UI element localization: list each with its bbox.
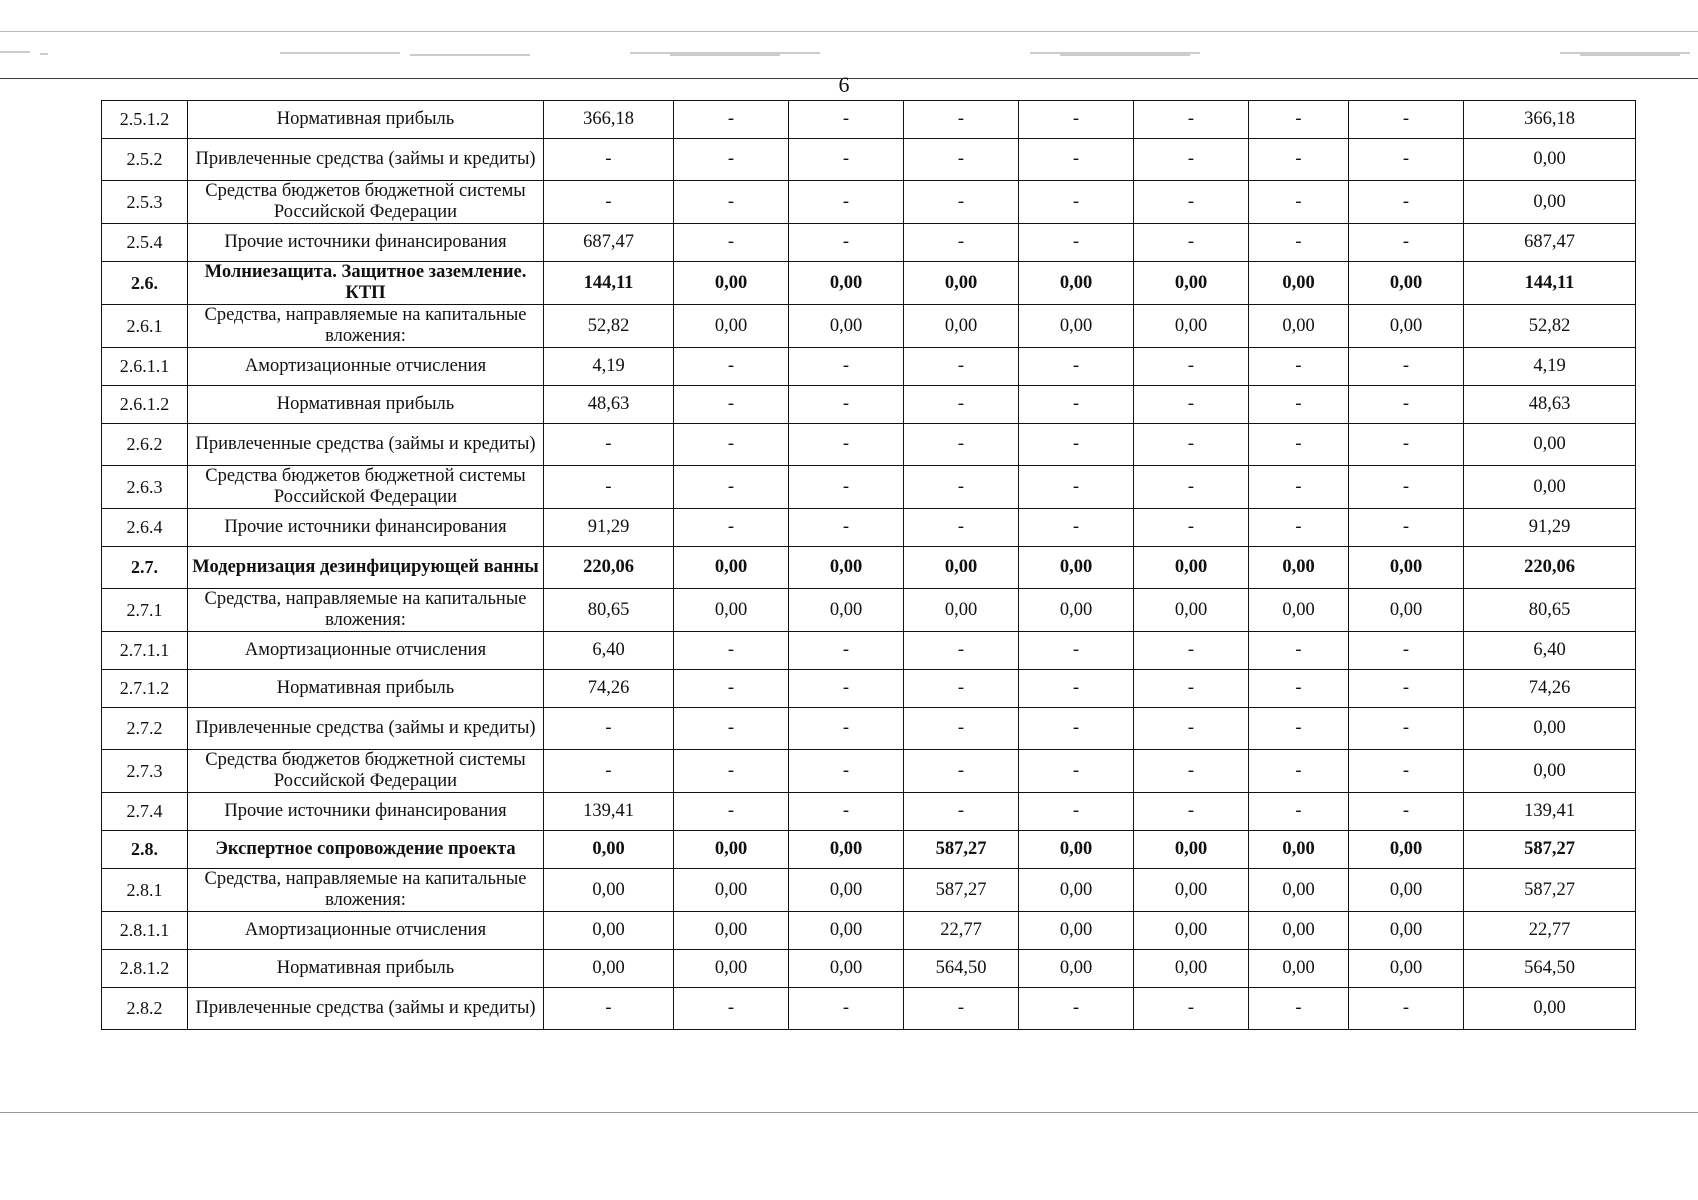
table-section-row: [102, 262, 1636, 305]
row-value-cell: -: [674, 139, 789, 181]
row-code: 2.6.1: [102, 305, 188, 348]
row-value-cell: -: [674, 224, 789, 262]
row-value-cell: 0,00: [1134, 869, 1249, 912]
row-value-cell: -: [1249, 708, 1349, 750]
row-value-cell: -: [1134, 348, 1249, 386]
row-value-cell: 0,00: [789, 262, 904, 305]
row-value-cell: -: [1134, 181, 1249, 224]
row-value-cell: -: [1019, 708, 1134, 750]
row-name: Нормативная прибыль: [188, 670, 544, 708]
table-row: [102, 589, 1636, 632]
table-row: [102, 181, 1636, 224]
row-name: Экспертное сопровождение проекта: [188, 831, 544, 869]
table-row: [102, 348, 1636, 386]
row-code: 2.7.2: [102, 708, 188, 750]
row-value-cell: 139,41: [544, 793, 674, 831]
row-value-cell: 144,11: [544, 262, 674, 305]
row-value-cell: 0,00: [1134, 547, 1249, 589]
row-value-cell: -: [1249, 101, 1349, 139]
row-value-cell: -: [1349, 101, 1464, 139]
row-value-cell: -: [674, 424, 789, 466]
row-value-cell: -: [904, 670, 1019, 708]
row-value-cell: 0,00: [789, 912, 904, 950]
row-value-cell: 0,00: [1019, 547, 1134, 589]
row-value-cell: 0,00: [904, 305, 1019, 348]
row-value-cell: -: [789, 101, 904, 139]
table-row: [102, 386, 1636, 424]
row-code: 2.6.1.2: [102, 386, 188, 424]
row-total-cell: 0,00: [1464, 750, 1636, 793]
row-value-cell: 0,00: [789, 831, 904, 869]
row-value-cell: -: [1349, 139, 1464, 181]
row-value-cell: 0,00: [904, 589, 1019, 632]
row-value-cell: 6,40: [544, 632, 674, 670]
row-code: 2.5.3: [102, 181, 188, 224]
row-code: 2.6.: [102, 262, 188, 305]
row-value-cell: -: [904, 466, 1019, 509]
row-value-cell: -: [1349, 466, 1464, 509]
row-value-cell: 0,00: [1019, 912, 1134, 950]
row-value-cell: 564,50: [904, 950, 1019, 988]
row-value-cell: -: [904, 101, 1019, 139]
row-value-cell: 0,00: [789, 305, 904, 348]
row-value-cell: -: [1134, 988, 1249, 1030]
row-value-cell: -: [674, 386, 789, 424]
row-value-cell: 687,47: [544, 224, 674, 262]
row-name: Привлеченные средства (займы и кредиты): [188, 988, 544, 1030]
row-value-cell: -: [674, 670, 789, 708]
row-name: Амортизационные отчисления: [188, 348, 544, 386]
row-value-cell: -: [544, 466, 674, 509]
row-value-cell: 0,00: [1349, 547, 1464, 589]
row-value-cell: -: [1349, 988, 1464, 1030]
row-value-cell: -: [789, 708, 904, 750]
row-total-cell: 52,82: [1464, 305, 1636, 348]
row-value-cell: 0,00: [1349, 262, 1464, 305]
row-value-cell: -: [674, 101, 789, 139]
row-value-cell: 0,00: [544, 869, 674, 912]
row-value-cell: -: [789, 348, 904, 386]
row-value-cell: 0,00: [1249, 305, 1349, 348]
scan-rule-top: [0, 31, 1698, 32]
row-value-cell: 0,00: [674, 912, 789, 950]
row-total-cell: 4,19: [1464, 348, 1636, 386]
row-code: 2.5.2: [102, 139, 188, 181]
row-value-cell: -: [674, 632, 789, 670]
row-value-cell: -: [1249, 224, 1349, 262]
row-value-cell: -: [904, 750, 1019, 793]
row-name: Средства, направляемые на капитальные вложения:: [188, 305, 544, 348]
row-value-cell: -: [1134, 750, 1249, 793]
row-value-cell: 0,00: [1249, 950, 1349, 988]
row-value-cell: -: [789, 224, 904, 262]
row-value-cell: -: [1349, 348, 1464, 386]
row-value-cell: 0,00: [1349, 950, 1464, 988]
row-value-cell: 0,00: [1249, 262, 1349, 305]
row-value-cell: -: [789, 509, 904, 547]
row-value-cell: -: [904, 509, 1019, 547]
row-value-cell: -: [544, 181, 674, 224]
row-value-cell: 0,00: [1134, 831, 1249, 869]
row-value-cell: 0,00: [674, 869, 789, 912]
row-value-cell: -: [904, 139, 1019, 181]
table-row: [102, 708, 1636, 750]
table-section-row: [102, 547, 1636, 589]
row-value-cell: -: [789, 750, 904, 793]
row-name: Прочие источники финансирования: [188, 224, 544, 262]
row-value-cell: -: [544, 988, 674, 1030]
row-value-cell: -: [674, 793, 789, 831]
row-value-cell: 0,00: [1349, 305, 1464, 348]
row-name: Нормативная прибыль: [188, 101, 544, 139]
row-code: 2.6.1.1: [102, 348, 188, 386]
row-value-cell: -: [1349, 793, 1464, 831]
row-total-cell: 144,11: [1464, 262, 1636, 305]
row-value-cell: 0,00: [1134, 305, 1249, 348]
row-value-cell: -: [1019, 424, 1134, 466]
row-value-cell: -: [1019, 466, 1134, 509]
row-value-cell: -: [544, 708, 674, 750]
row-total-cell: 139,41: [1464, 793, 1636, 831]
row-code: 2.6.3: [102, 466, 188, 509]
row-value-cell: 52,82: [544, 305, 674, 348]
row-value-cell: -: [674, 181, 789, 224]
table-body: [102, 101, 1636, 1030]
row-value-cell: -: [1249, 181, 1349, 224]
row-name: Привлеченные средства (займы и кредиты): [188, 424, 544, 466]
row-total-cell: 0,00: [1464, 139, 1636, 181]
row-value-cell: 0,00: [1249, 547, 1349, 589]
table-row: [102, 101, 1636, 139]
row-value-cell: 0,00: [1349, 912, 1464, 950]
row-value-cell: -: [904, 632, 1019, 670]
row-value-cell: -: [904, 386, 1019, 424]
row-value-cell: -: [1019, 386, 1134, 424]
row-value-cell: 0,00: [674, 950, 789, 988]
row-total-cell: 587,27: [1464, 869, 1636, 912]
row-value-cell: -: [904, 988, 1019, 1030]
row-total-cell: 366,18: [1464, 101, 1636, 139]
row-value-cell: -: [1349, 224, 1464, 262]
row-value-cell: 0,00: [789, 869, 904, 912]
row-code: 2.8.1.1: [102, 912, 188, 950]
row-value-cell: -: [789, 793, 904, 831]
row-value-cell: -: [904, 348, 1019, 386]
row-code: 2.8.: [102, 831, 188, 869]
row-value-cell: 0,00: [1019, 305, 1134, 348]
row-value-cell: 74,26: [544, 670, 674, 708]
row-value-cell: 4,19: [544, 348, 674, 386]
row-value-cell: -: [1349, 509, 1464, 547]
row-value-cell: -: [904, 793, 1019, 831]
row-value-cell: 0,00: [789, 950, 904, 988]
row-value-cell: -: [789, 988, 904, 1030]
row-name: Средства бюджетов бюджетной системы Российской Федерации: [188, 466, 544, 509]
row-value-cell: -: [544, 750, 674, 793]
row-value-cell: -: [1249, 466, 1349, 509]
row-value-cell: -: [1134, 509, 1249, 547]
row-value-cell: -: [789, 632, 904, 670]
row-name: Привлеченные средства (займы и кредиты): [188, 708, 544, 750]
row-total-cell: 0,00: [1464, 466, 1636, 509]
row-value-cell: -: [1019, 750, 1134, 793]
row-value-cell: -: [1019, 224, 1134, 262]
row-total-cell: 0,00: [1464, 988, 1636, 1030]
row-code: 2.8.1.2: [102, 950, 188, 988]
row-value-cell: -: [1249, 424, 1349, 466]
row-value-cell: -: [1019, 988, 1134, 1030]
row-value-cell: 0,00: [1349, 589, 1464, 632]
row-value-cell: -: [904, 181, 1019, 224]
row-value-cell: 0,00: [1019, 950, 1134, 988]
row-code: 2.7.1.2: [102, 670, 188, 708]
row-value-cell: 0,00: [789, 547, 904, 589]
row-value-cell: 0,00: [1249, 869, 1349, 912]
row-value-cell: -: [1019, 509, 1134, 547]
table-row: [102, 509, 1636, 547]
row-code: 2.5.1.2: [102, 101, 188, 139]
faded-header-fragments: [0, 50, 1698, 56]
row-value-cell: 0,00: [674, 305, 789, 348]
row-value-cell: 0,00: [1249, 589, 1349, 632]
row-total-cell: 80,65: [1464, 589, 1636, 632]
row-value-cell: 0,00: [1134, 262, 1249, 305]
row-total-cell: 0,00: [1464, 181, 1636, 224]
row-value-cell: 0,00: [544, 831, 674, 869]
row-code: 2.6.4: [102, 509, 188, 547]
row-code: 2.7.1: [102, 589, 188, 632]
row-value-cell: -: [1249, 348, 1349, 386]
row-value-cell: -: [1019, 181, 1134, 224]
row-code: 2.8.1: [102, 869, 188, 912]
row-value-cell: -: [1249, 670, 1349, 708]
row-value-cell: -: [674, 466, 789, 509]
row-value-cell: -: [1249, 509, 1349, 547]
row-name: Молниезащита. Защитное заземление. КТП: [188, 262, 544, 305]
row-name: Прочие источники финансирования: [188, 793, 544, 831]
row-value-cell: -: [1019, 348, 1134, 386]
row-value-cell: -: [904, 424, 1019, 466]
row-value-cell: 91,29: [544, 509, 674, 547]
table-row: [102, 424, 1636, 466]
table-row: [102, 793, 1636, 831]
row-value-cell: -: [674, 348, 789, 386]
row-value-cell: 0,00: [544, 912, 674, 950]
row-value-cell: 0,00: [674, 262, 789, 305]
row-value-cell: -: [1134, 101, 1249, 139]
row-name: Прочие источники финансирования: [188, 509, 544, 547]
scan-rule-bottom: [0, 1112, 1698, 1113]
row-value-cell: -: [789, 466, 904, 509]
row-value-cell: -: [1019, 632, 1134, 670]
row-value-cell: 0,00: [1019, 262, 1134, 305]
row-value-cell: -: [1134, 793, 1249, 831]
row-value-cell: -: [674, 988, 789, 1030]
row-code: 2.7.1.1: [102, 632, 188, 670]
row-value-cell: -: [789, 139, 904, 181]
row-value-cell: -: [674, 509, 789, 547]
row-value-cell: -: [1019, 793, 1134, 831]
row-value-cell: -: [1249, 139, 1349, 181]
row-total-cell: 220,06: [1464, 547, 1636, 589]
row-total-cell: 22,77: [1464, 912, 1636, 950]
row-name: Средства бюджетов бюджетной системы Российской Федерации: [188, 750, 544, 793]
row-value-cell: -: [674, 750, 789, 793]
row-total-cell: 564,50: [1464, 950, 1636, 988]
row-total-cell: 0,00: [1464, 708, 1636, 750]
row-name: Амортизационные отчисления: [188, 632, 544, 670]
row-name: Привлеченные средства (займы и кредиты): [188, 139, 544, 181]
row-value-cell: 0,00: [674, 589, 789, 632]
row-code: 2.5.4: [102, 224, 188, 262]
table-row: [102, 988, 1636, 1030]
table-row: [102, 139, 1636, 181]
row-value-cell: 0,00: [1349, 831, 1464, 869]
row-value-cell: -: [1249, 386, 1349, 424]
row-value-cell: 587,27: [904, 831, 1019, 869]
row-value-cell: 587,27: [904, 869, 1019, 912]
financing-table: [101, 100, 1636, 1030]
row-value-cell: -: [1349, 181, 1464, 224]
row-value-cell: -: [789, 424, 904, 466]
row-name: Амортизационные отчисления: [188, 912, 544, 950]
row-value-cell: -: [1134, 139, 1249, 181]
table-row: [102, 670, 1636, 708]
row-value-cell: -: [789, 386, 904, 424]
table-row: [102, 224, 1636, 262]
row-name: Нормативная прибыль: [188, 386, 544, 424]
row-value-cell: -: [674, 708, 789, 750]
row-value-cell: -: [1349, 670, 1464, 708]
row-value-cell: -: [1249, 750, 1349, 793]
row-value-cell: -: [1134, 632, 1249, 670]
row-value-cell: 0,00: [1249, 831, 1349, 869]
row-value-cell: 22,77: [904, 912, 1019, 950]
row-code: 2.8.2: [102, 988, 188, 1030]
row-total-cell: 74,26: [1464, 670, 1636, 708]
row-code: 2.7.4: [102, 793, 188, 831]
row-total-cell: 587,27: [1464, 831, 1636, 869]
row-code: 2.7.3: [102, 750, 188, 793]
row-value-cell: -: [544, 424, 674, 466]
row-value-cell: -: [1349, 632, 1464, 670]
row-value-cell: -: [1019, 101, 1134, 139]
table-row: [102, 305, 1636, 348]
row-value-cell: -: [1249, 632, 1349, 670]
page-number: 6: [838, 72, 850, 97]
row-value-cell: -: [904, 224, 1019, 262]
row-value-cell: 0,00: [674, 547, 789, 589]
row-code: 2.6.2: [102, 424, 188, 466]
row-value-cell: -: [1349, 708, 1464, 750]
row-value-cell: 0,00: [1349, 869, 1464, 912]
row-total-cell: 687,47: [1464, 224, 1636, 262]
row-total-cell: 6,40: [1464, 632, 1636, 670]
row-value-cell: 0,00: [674, 831, 789, 869]
row-total-cell: 0,00: [1464, 424, 1636, 466]
row-value-cell: 0,00: [1249, 912, 1349, 950]
row-value-cell: 48,63: [544, 386, 674, 424]
row-value-cell: -: [1134, 466, 1249, 509]
row-value-cell: -: [789, 670, 904, 708]
row-value-cell: 0,00: [1019, 869, 1134, 912]
row-value-cell: -: [544, 139, 674, 181]
row-name: Средства бюджетов бюджетной системы Российской Федерации: [188, 181, 544, 224]
row-value-cell: 0,00: [1134, 950, 1249, 988]
row-value-cell: 0,00: [544, 950, 674, 988]
row-value-cell: 0,00: [789, 589, 904, 632]
row-value-cell: -: [1349, 386, 1464, 424]
row-value-cell: 80,65: [544, 589, 674, 632]
row-value-cell: -: [1134, 670, 1249, 708]
table-row: [102, 950, 1636, 988]
row-value-cell: -: [1249, 988, 1349, 1030]
row-name: Нормативная прибыль: [188, 950, 544, 988]
row-value-cell: -: [1019, 670, 1134, 708]
row-value-cell: 0,00: [1019, 831, 1134, 869]
row-value-cell: 366,18: [544, 101, 674, 139]
row-value-cell: 220,06: [544, 547, 674, 589]
row-value-cell: -: [1134, 424, 1249, 466]
row-value-cell: -: [1134, 386, 1249, 424]
row-value-cell: -: [904, 708, 1019, 750]
row-value-cell: -: [1134, 224, 1249, 262]
row-value-cell: 0,00: [904, 547, 1019, 589]
row-value-cell: -: [1249, 793, 1349, 831]
table-row: [102, 750, 1636, 793]
table-row: [102, 912, 1636, 950]
table-row: [102, 632, 1636, 670]
row-total-cell: 91,29: [1464, 509, 1636, 547]
row-value-cell: 0,00: [1019, 589, 1134, 632]
row-name: Средства, направляемые на капитальные вложения:: [188, 589, 544, 632]
table-section-row: [102, 831, 1636, 869]
row-value-cell: 0,00: [1134, 912, 1249, 950]
row-value-cell: -: [1019, 139, 1134, 181]
row-value-cell: 0,00: [904, 262, 1019, 305]
row-code: 2.7.: [102, 547, 188, 589]
row-total-cell: 48,63: [1464, 386, 1636, 424]
row-name: Модернизация дезинфицирующей ванны: [188, 547, 544, 589]
row-value-cell: 0,00: [1134, 589, 1249, 632]
row-value-cell: -: [1134, 708, 1249, 750]
row-name: Средства, направляемые на капитальные вложения:: [188, 869, 544, 912]
table-row: [102, 466, 1636, 509]
table-row: [102, 869, 1636, 912]
row-value-cell: -: [789, 181, 904, 224]
row-value-cell: -: [1349, 424, 1464, 466]
row-value-cell: -: [1349, 750, 1464, 793]
